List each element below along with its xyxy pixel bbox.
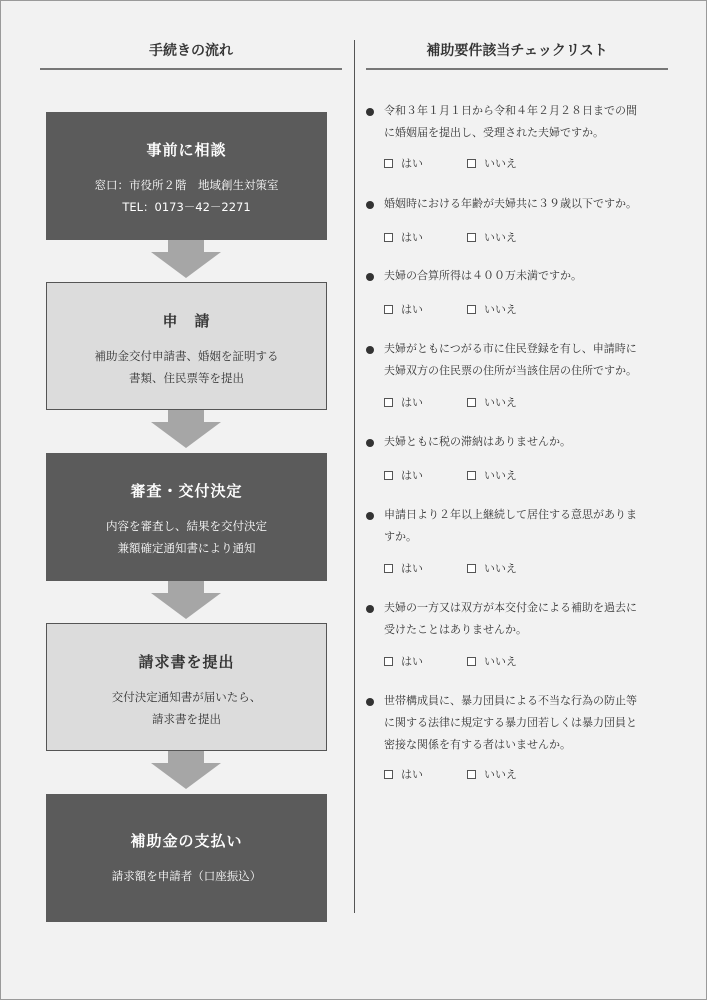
no-checkbox[interactable] xyxy=(467,155,517,171)
down-arrow-icon xyxy=(151,410,221,448)
step-text: 請求額を申請者（口座振込） xyxy=(111,869,262,883)
checkbox-icon[interactable] xyxy=(384,564,393,573)
yes-label: はい xyxy=(401,396,423,409)
no-label: いいえ xyxy=(484,231,517,244)
bullet-icon xyxy=(366,512,374,520)
checkbox-icon[interactable] xyxy=(384,233,393,242)
no-checkbox[interactable] xyxy=(467,229,517,245)
no-checkbox[interactable] xyxy=(467,394,517,410)
flow-heading-rule xyxy=(40,68,342,70)
checkbox-icon[interactable] xyxy=(467,233,476,242)
checkbox-icon[interactable] xyxy=(384,471,393,480)
bullet-icon xyxy=(366,273,374,281)
yes-label: はい xyxy=(401,231,423,244)
checklist-heading-rule xyxy=(366,68,668,70)
yes-checkbox[interactable] xyxy=(384,394,423,410)
no-checkbox[interactable] xyxy=(467,653,517,669)
step-title: 事前に相談 xyxy=(146,141,227,159)
no-label: いいえ xyxy=(484,655,517,668)
no-label: いいえ xyxy=(484,562,517,575)
yes-label: はい xyxy=(401,469,423,482)
yes-checkbox[interactable] xyxy=(384,155,423,171)
step-text: 内容を審査し、結果を交付決定 xyxy=(106,519,267,533)
question-text: に婚姻届を提出し、受理された夫婦ですか。 xyxy=(384,126,604,139)
question-text: に関する法律に規定する暴力団若しくは暴力団員と xyxy=(384,716,637,729)
step-consultation xyxy=(46,112,327,240)
step-text: 請求書を提出 xyxy=(152,712,221,726)
checkbox-icon[interactable] xyxy=(467,770,476,779)
step-text: TEL：0173－42－2271 xyxy=(122,200,251,214)
bullet-icon xyxy=(366,108,374,116)
yes-label: はい xyxy=(401,562,423,575)
bullet-icon xyxy=(366,605,374,613)
checkbox-icon[interactable] xyxy=(384,305,393,314)
bullet-icon xyxy=(366,201,374,209)
step-application xyxy=(46,282,327,410)
column-divider xyxy=(354,40,355,913)
step-payment xyxy=(46,794,327,922)
no-label: いいえ xyxy=(484,396,517,409)
question-text: 受けたことはありませんか。 xyxy=(384,623,527,636)
question-text: 夫婦がともにつがる市に住民登録を有し、申請時に xyxy=(384,342,637,355)
question-text: 夫婦の一方又は双方が本交付金による補助を過去に xyxy=(384,601,637,614)
checkbox-icon[interactable] xyxy=(467,471,476,480)
question-text: 夫婦の合算所得は４００万未満ですか。 xyxy=(384,269,582,282)
step-review xyxy=(46,453,327,581)
step-text: 補助金交付申請書、婚姻を証明する xyxy=(94,349,279,363)
yes-label: はい xyxy=(401,655,423,668)
yes-checkbox[interactable] xyxy=(384,229,423,245)
question-text: 申請日より２年以上継続して居住する意思がありま xyxy=(384,508,637,521)
yes-checkbox[interactable] xyxy=(384,766,423,782)
checkbox-icon[interactable] xyxy=(384,159,393,168)
no-checkbox[interactable] xyxy=(467,560,517,576)
bullet-icon xyxy=(366,698,374,706)
yes-label: はい xyxy=(401,768,423,781)
yes-checkbox[interactable] xyxy=(384,467,423,483)
no-label: いいえ xyxy=(484,768,517,781)
checkbox-icon[interactable] xyxy=(467,305,476,314)
question-text: 婚姻時における年齢が夫婦共に３９歳以下ですか。 xyxy=(384,197,637,210)
no-checkbox[interactable] xyxy=(467,766,517,782)
step-invoice xyxy=(46,623,327,751)
yes-checkbox[interactable] xyxy=(384,560,423,576)
down-arrow-icon xyxy=(151,240,221,278)
checklist-heading: 補助要件該当チェックリスト xyxy=(426,43,608,59)
step-text: 交付決定通知書が届いたら、 xyxy=(111,690,262,704)
down-arrow-icon xyxy=(151,581,221,619)
bullet-icon xyxy=(366,439,374,447)
step-title: 審査・交付決定 xyxy=(130,482,243,500)
question-text: 世帯構成員に、暴力団員による不当な行為の防止等 xyxy=(384,694,637,707)
checkbox-icon[interactable] xyxy=(384,770,393,779)
checkbox-icon[interactable] xyxy=(384,657,393,666)
no-checkbox[interactable] xyxy=(467,301,517,317)
yes-checkbox[interactable] xyxy=(384,653,423,669)
checkbox-icon[interactable] xyxy=(467,398,476,407)
question-text: 密接な関係を有する者はいませんか。 xyxy=(384,738,571,751)
step-title: 申 請 xyxy=(162,312,211,330)
no-checkbox[interactable] xyxy=(467,467,517,483)
checkbox-icon[interactable] xyxy=(467,564,476,573)
checkbox-icon[interactable] xyxy=(384,398,393,407)
question-text: すか。 xyxy=(384,530,417,543)
down-arrow-icon xyxy=(151,751,221,789)
step-text: 窓口：市役所２階 地域創生対策室 xyxy=(94,178,279,192)
question-text: 夫婦双方の住民票の住所が当該住居の住所ですか。 xyxy=(384,364,637,377)
yes-checkbox[interactable] xyxy=(384,301,423,317)
bullet-icon xyxy=(366,346,374,354)
step-text: 書類、住民票等を提出 xyxy=(129,371,244,385)
checkbox-icon[interactable] xyxy=(467,657,476,666)
no-label: いいえ xyxy=(484,303,517,316)
flow-heading: 手続きの流れ xyxy=(149,43,233,59)
yes-label: はい xyxy=(401,157,423,170)
checkbox-icon[interactable] xyxy=(467,159,476,168)
no-label: いいえ xyxy=(484,157,517,170)
step-text: 兼額確定通知書により通知 xyxy=(117,541,256,555)
question-text: 令和３年１月１日から令和４年２月２８日までの間 xyxy=(384,104,637,117)
yes-label: はい xyxy=(401,303,423,316)
no-label: いいえ xyxy=(484,469,517,482)
question-text: 夫婦ともに税の滞納はありませんか。 xyxy=(384,435,571,448)
step-title: 補助金の支払い xyxy=(130,832,243,850)
step-title: 請求書を提出 xyxy=(138,653,235,671)
